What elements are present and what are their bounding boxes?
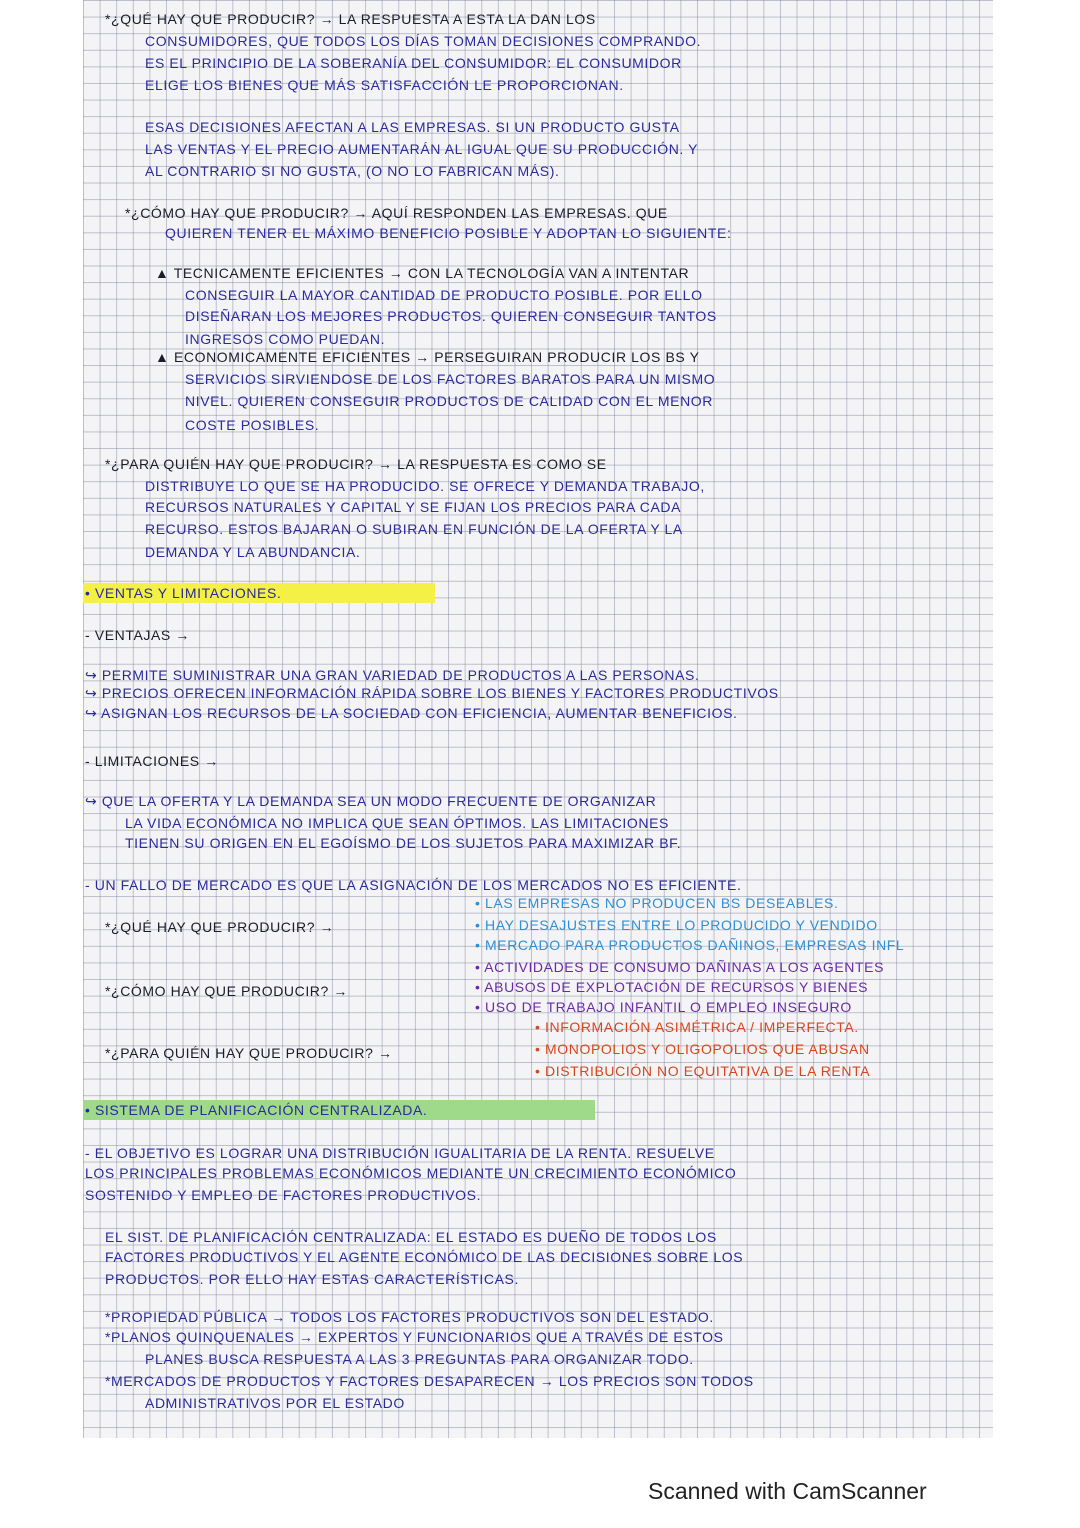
note-line: - UN FALLO DE MERCADO ES QUE LA ASIGNACIÓN DE LOS MERCADOS NO ES EFICIENTE. [85, 877, 742, 893]
note-line: - EL OBJETIVO ES LOGRAR UNA DISTRIBUCIÓN IGUALITARIA DE LA RENTA. RESUELVE [85, 1145, 715, 1161]
heading-que-producir: *¿QUÉ HAY QUE PRODUCIR? → LA RESPUESTA A ESTA LA DAN LOS [105, 11, 596, 27]
note-line: • USO DE TRABAJO INFANTIL O EMPLEO INSEGURO [475, 999, 852, 1015]
note-line: *¿PARA QUIÉN HAY QUE PRODUCIR? → [105, 1045, 393, 1061]
heading-para-quien: *¿PARA QUIÉN HAY QUE PRODUCIR? → LA RESPUESTA ES COMO SE [105, 456, 607, 472]
note-line: RECURSOS NATURALES Y CAPITAL Y SE FIJAN LOS PRECIOS PARA CADA [145, 499, 682, 515]
note-line: INGRESOS COMO PUEDAN. [185, 331, 386, 347]
scanner-watermark: Scanned with CamScanner [648, 1478, 927, 1504]
note-line: - LIMITACIONES → [85, 753, 219, 769]
note-line: SOSTENIDO Y EMPLEO DE FACTORES PRODUCTIVOS. [85, 1187, 482, 1203]
heading-como-producir: *¿CÓMO HAY QUE PRODUCIR? → AQUÍ RESPONDEN LAS EMPRESAS. QUE [125, 205, 668, 221]
note-line: LA VIDA ECONÓMICA NO IMPLICA QUE SEAN ÓPTIMOS. LAS LIMITACIONES [125, 815, 669, 831]
note-line: LAS VENTAS Y EL PRECIO AUMENTARÁN AL IGUAL QUE SU PRODUCCIÓN. Y [145, 141, 699, 157]
note-line: PLANES BUSCA RESPUESTA A LAS 3 PREGUNTAS PARA ORGANIZAR TODO. [145, 1351, 694, 1367]
note-line: • HAY DESAJUSTES ENTRE LO PRODUCIDO Y VENDIDO [475, 917, 878, 933]
note-line: QUIEREN TENER EL MÁXIMO BENEFICIO POSIBLE Y ADOPTAN LO SIGUIENTE: [165, 225, 732, 241]
section-heading-ventas: • VENTAS Y LIMITACIONES. [85, 585, 282, 601]
note-line: ↪ PRECIOS OFRECEN INFORMACIÓN RÁPIDA SOBRE LOS BIENES Y FACTORES PRODUCTIVOS [85, 685, 779, 701]
note-line: • ABUSOS DE EXPLOTACIÓN DE RECURSOS Y BIENES [475, 979, 869, 995]
note-line: TIENEN SU ORIGEN EN EL EGOÍSMO DE LOS SUJETOS PARA MAXIMIZAR BF. [125, 835, 682, 851]
note-line: NIVEL. QUIEREN CONSEGUIR PRODUCTOS DE CALIDAD CON EL MENOR [185, 393, 713, 409]
note-line: CONSEGUIR LA MAYOR CANTIDAD DE PRODUCTO POSIBLE. POR ELLO [185, 287, 703, 303]
note-line: FACTORES PRODUCTIVOS Y EL AGENTE ECONÓMICO DE LAS DECISIONES SOBRE LOS [105, 1249, 744, 1265]
note-line: ES EL PRINCIPIO DE LA SOBERANÍA DEL CONSUMIDOR: EL CONSUMIDOR [145, 55, 682, 71]
note-line: DEMANDA Y LA ABUNDANCIA. [145, 544, 361, 560]
note-line: CONSUMIDORES, QUE TODOS LOS DÍAS TOMAN DECISIONES COMPRANDO. [145, 33, 702, 49]
note-line: - VENTAJAS → [85, 627, 190, 643]
note-line: *PLANOS QUINQUENALES → EXPERTOS Y FUNCIONARIOS QUE A TRAVÉS DE ESTOS [105, 1329, 724, 1345]
note-line: ESAS DECISIONES AFECTAN A LAS EMPRESAS. SI UN PRODUCTO GUSTA [145, 119, 680, 135]
note-line: ↪ ASIGNAN LOS RECURSOS DE LA SOCIEDAD CON EFICIENCIA, AUMENTAR BENEFICIOS. [85, 705, 738, 721]
note-line: DISEÑARAN LOS MEJORES PRODUCTOS. QUIEREN CONSEGUIR TANTOS [185, 308, 717, 324]
section-heading-planificacion: • SISTEMA DE PLANIFICACIÓN CENTRALIZADA. [85, 1102, 428, 1118]
note-line: • MERCADO PARA PRODUCTOS DAÑINOS, EMPRESAS INFL [475, 937, 905, 953]
note-line: • DISTRIBUCIÓN NO EQUITATIVA DE LA RENTA [535, 1063, 871, 1079]
note-line: ↪ PERMITE SUMINISTRAR UNA GRAN VARIEDAD DE PRODUCTOS A LAS PERSONAS. [85, 667, 700, 683]
note-line: *¿CÓMO HAY QUE PRODUCIR? → [105, 983, 348, 999]
note-line: *MERCADOS DE PRODUCTOS Y FACTORES DESAPARECEN → LOS PRECIOS SON TODOS [105, 1373, 754, 1389]
note-line: PRODUCTOS. POR ELLO HAY ESTAS CARACTERÍSTICAS. [105, 1271, 519, 1287]
note-line: • MONOPOLIOS Y OLIGOPOLIOS QUE ABUSAN [535, 1041, 870, 1057]
note-line: EL SIST. DE PLANIFICACIÓN CENTRALIZADA: EL ESTADO ES DUEÑO DE TODOS LOS [105, 1229, 717, 1245]
note-line: ↪ QUE LA OFERTA Y LA DEMANDA SEA UN MODO FRECUENTE DE ORGANIZAR [85, 793, 657, 809]
note-line: AL CONTRARIO SI NO GUSTA, (O NO LO FABRICAN MÁS). [145, 163, 560, 179]
note-line: COSTE POSIBLES. [185, 417, 320, 433]
note-line: SERVICIOS SIRVIENDOSE DE LOS FACTORES BARATOS PARA UN MISMO [185, 371, 716, 387]
note-line: ELIGE LOS BIENES QUE MÁS SATISFACCIÓN LE PROPORCIONAN. [145, 77, 624, 93]
note-line: LOS PRINCIPALES PROBLEMAS ECONÓMICOS MEDIANTE UN CRECIMIENTO ECONÓMICO [85, 1165, 737, 1181]
note-line: ▲ TECNICAMENTE EFICIENTES → CON LA TECNOLOGÍA VAN A INTENTAR [155, 265, 690, 281]
note-line: • INFORMACIÓN ASIMÉTRICA / IMPERFECTA. [535, 1019, 859, 1035]
notebook-page [83, 0, 993, 1438]
note-line: ▲ ECONOMICAMENTE EFICIENTES → PERSEGUIRAN PRODUCIR LOS BS Y [155, 349, 700, 365]
note-line: *¿QUÉ HAY QUE PRODUCIR? → [105, 919, 335, 935]
note-line: DISTRIBUYE LO QUE SE HA PRODUCIDO. SE OFRECE Y DEMANDA TRABAJO, [145, 478, 705, 494]
note-line: • LAS EMPRESAS NO PRODUCEN BS DESEABLES. [475, 895, 839, 911]
note-line: ADMINISTRATIVOS POR EL ESTADO [145, 1395, 405, 1411]
note-line: • ACTIVIDADES DE CONSUMO DAÑINAS A LOS AGENTES [475, 959, 885, 975]
note-line: *PROPIEDAD PÚBLICA → TODOS LOS FACTORES PRODUCTIVOS SON DEL ESTADO. [105, 1309, 714, 1325]
note-line: RECURSO. ESTOS BAJARAN O SUBIRAN EN FUNCIÓN DE LA OFERTA Y LA [145, 521, 683, 537]
